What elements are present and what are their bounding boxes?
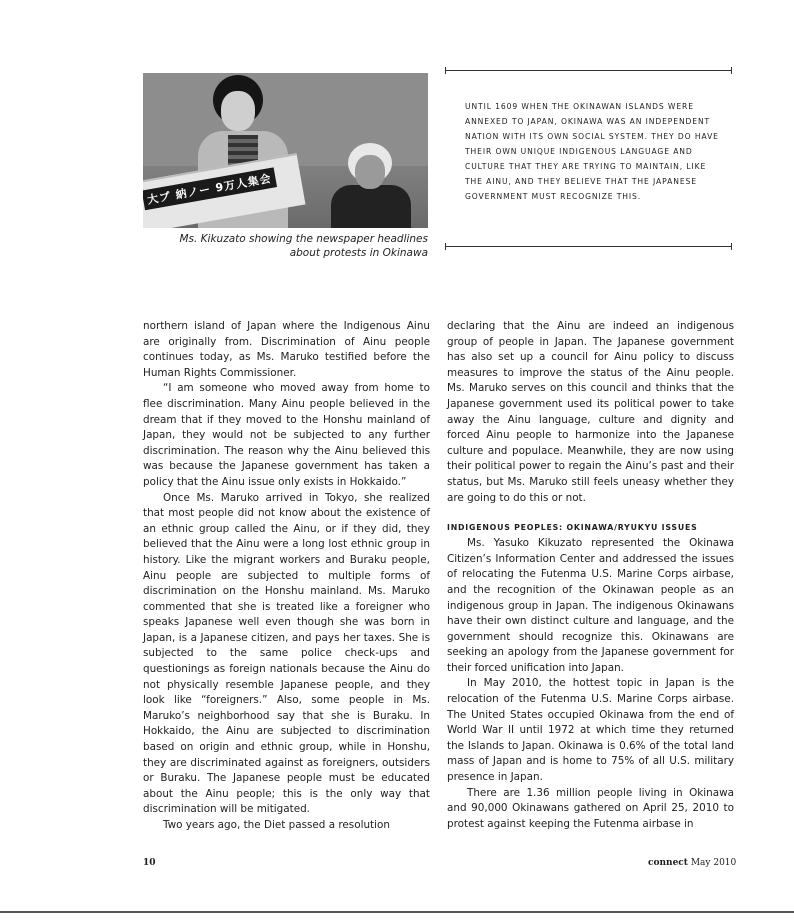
right-column [447,319,734,832]
elder-figure [331,185,411,228]
issue-date: May 2010 [690,858,737,868]
left-para-4: Two years ago, the Diet passed a resolution [163,819,390,831]
newspaper-photo [143,73,428,228]
woman-face [221,91,255,131]
pullquote-top-rule [445,70,732,71]
right-para-2: Ms. Yasuko Kikuzato represented the Okinawa Citizen’s Information Center and addressed the issues of relocating the Futenma U.S. Marine Corps airbase, and the recognition of the Okinawan people as an indigenous group in Japan. The indigenous Okinawans have their own distinct culture and language, and the government should recognize this. Okinawans are seeking an apology from the Japanese government for their forced unification into Japan. [447,537,734,674]
left-para-1: northern island of Japan where the Indigenous Ainu are originally from. Discrimination of Ainu people continues today, as Ms. Maruko testified before the Human Rights Commissioner. [143,320,430,379]
right-para-4: There are 1.36 million people living in Okinawa and 90,000 Okinawans gathered on April 25, 2010 to protest against keeping the Futenma airbase in [447,786,734,830]
left-para-3: Once Ms. Maruko arrived in Tokyo, she realized that most people did not know about the existence of an ethnic group called the Ainu, or if they did, they believed that the Ainu were a long lost ethnic group in history. Like the migrant workers and Buraku people, Ainu people are subjected to multiple forms of discrimination on the Honshu mainland. Ms. Maruko commented that she is treated like a foreigner who speaks Japanese well even though she was born in Japan, is a Japanese citizen, and pays her taxes. She is subjected to the same police check-ups and questionings as foreign nationals because the Ainu do not physically resemble Japanese people, and they look like “foreigners.” Also, some people in Ms. Maruko’s neighborhood say that she is Buraku. In Hokkaido, the Ainu are subjected to discrimination based on origin and ethnic group, while in Honshu, they are discriminated against as foreigners, outsiders or Buraku. The Japanese people must be educated about the Ainu people; this is the only way that discrimination will be mitigated. [143,491,430,816]
left-para-2: “I am someone who moved away from home to flee discrimination. Many Ainu people believed in the dream that if they moved to the Honshu mainland of Japan, they would not be subjected to any further discrimination. The reason why the Ainu believed this was because the Japanese government has taken a policy that the Ainu issue only exists in Hokkaido.” [143,382,430,488]
footer-masthead [648,858,736,868]
pullquote: UNTIL 1609 WHEN THE OKINAWAN ISLANDS WERE ANNEXED TO JAPAN, OKINAWA WAS AN INDEPENDENT NATION WITH ITS OWN SOCIAL SYSTEM. THEY DO HAVE THEIR OWN UNIQUE INDIGENOUS LANGUAGE AND CULTURE THAT THEY ARE TRYING TO MAINTAIN, LIKE THE AINU, AND THEY BELIEVE THAT THE JAPANESE GOVERNMENT MUST RECOGNIZE THIS. [465,102,719,201]
caption-line-2: about protests in Okinawa [289,247,428,259]
page-bottom-edge [0,911,794,913]
right-para-1: declaring that the Ainu are indeed an indigenous group of people in Japan. The Japanese government has also set up a council for Ainu policy to discuss measures to improve the status of the Ainu people. Ms. Maruko serves on this council and thinks that the Japanese government used its political power to take away the Ainu language, culture and dignity and forced Ainu people to harmonize into the Japanese culture and populace. Meanwhile, they are now using their political power to regain the Ainu’s past and their status, but Ms. Maruko still feels uneasy whether they are going to do this or not. [447,320,734,504]
photo-caption [143,232,428,260]
newspaper-headline: 大ブ 納ノー 9万人集会 [143,167,277,210]
elder-face [355,155,385,189]
caption-line-1: Ms. Kikuzato showing the newspaper headlines [179,233,428,245]
section-subhead: INDIGENOUS PEOPLES: OKINAWA/RYUKYU ISSUES [447,523,698,533]
pullquote-bottom-rule [445,246,732,247]
right-para-3: In May 2010, the hottest topic in Japan is the relocation of the Futenma U.S. Marine Corps airbase. The United States occupied Okinawa from the end of World War II until 1972 at which time they returned the Islands to Japan. Okinawa is 0.6% of the total land mass of Japan and is home to 75% of all U.S. military presence in Japan. [447,677,734,784]
left-column [143,319,430,834]
page-number: 10 [143,858,156,868]
magazine-name: connect [648,858,688,868]
